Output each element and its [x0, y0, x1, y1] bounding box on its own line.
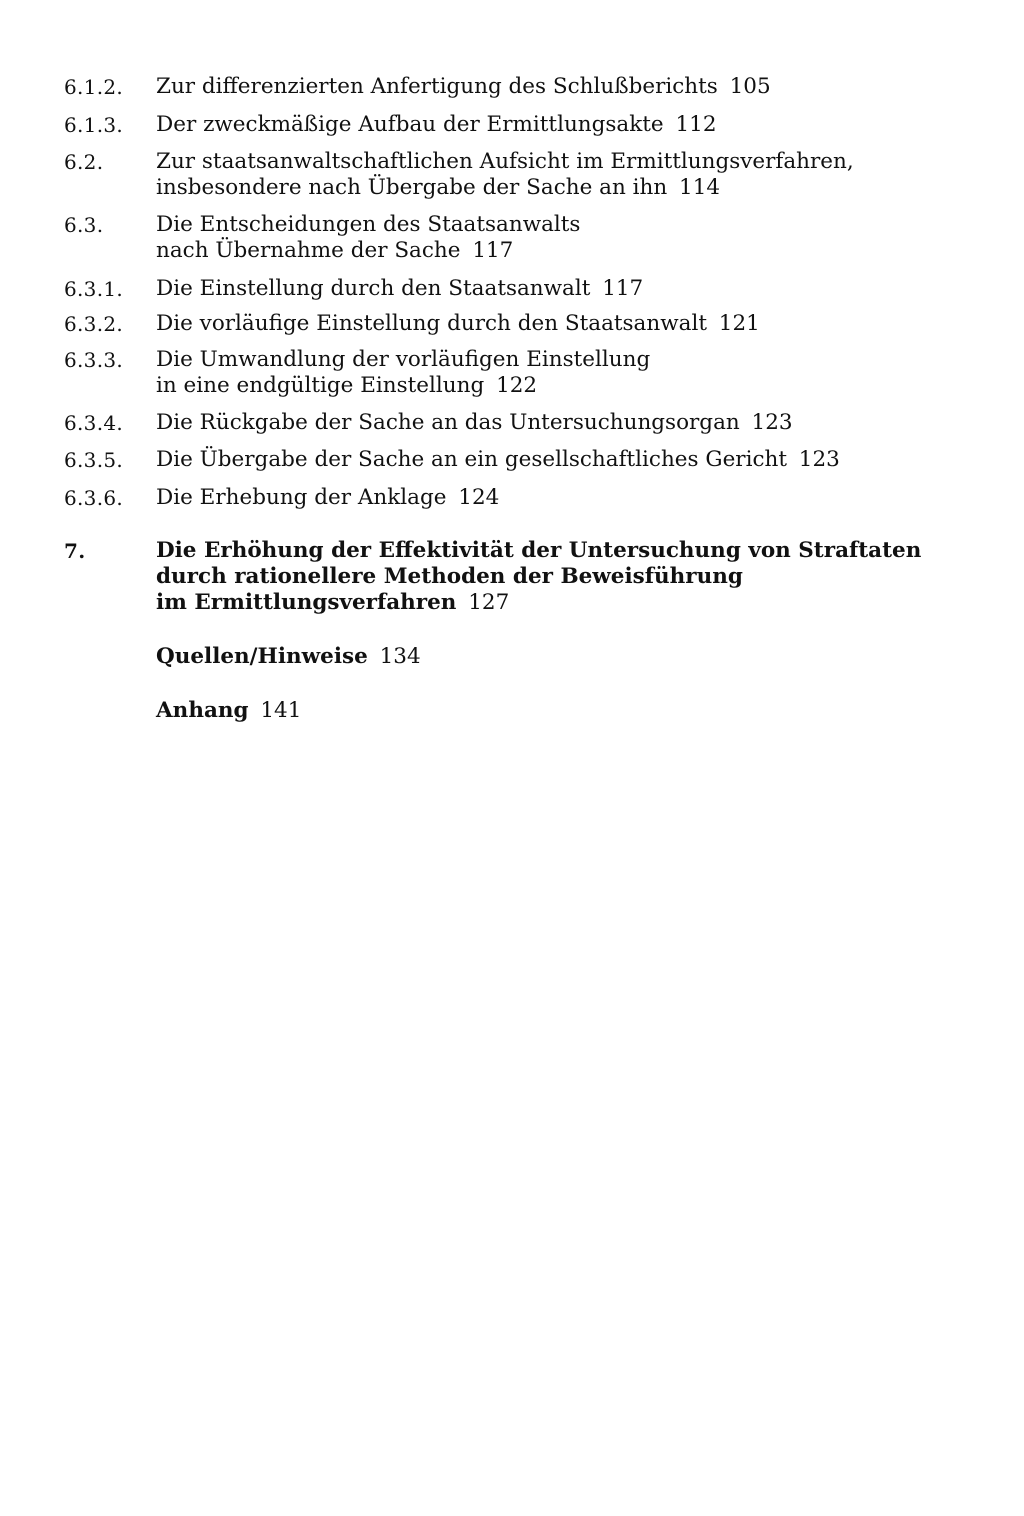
toc-title-line: nach Übernahme der Sache — [156, 238, 461, 263]
toc-title-line: Die vorläufige Einstellung durch den Staatsanwalt — [156, 311, 707, 336]
toc-title-line: Zur differenzierten Anfertigung des Schlußberichts — [156, 74, 718, 99]
toc-title — [156, 644, 956, 670]
toc-title — [156, 74, 956, 100]
toc-page-number: 141 — [260, 698, 302, 723]
toc-title — [156, 410, 956, 436]
toc-page-number: 123 — [751, 410, 793, 435]
toc-title-line: Zur staatsanwaltschaftlichen Aufsicht im Ermittlungsverfahren, — [156, 149, 854, 174]
toc-number: 6.2. — [64, 150, 104, 174]
toc-title — [156, 485, 956, 511]
toc-title-line: Die Übergabe der Sache an ein gesellschaftliches Gericht — [156, 447, 787, 472]
toc-title — [156, 538, 956, 616]
toc-page-number: 117 — [602, 276, 644, 301]
toc-title — [156, 311, 956, 337]
toc-title — [156, 447, 956, 473]
toc-title — [156, 112, 956, 138]
toc-title-line: Quellen/Hinweise — [156, 644, 368, 669]
toc-number: 6.1.3. — [64, 113, 124, 137]
toc-number: 6.3.4. — [64, 411, 124, 435]
toc-number: 7. — [64, 539, 86, 563]
toc-title-line: Die Einstellung durch den Staatsanwalt — [156, 276, 591, 301]
toc-title-line: Die Erhöhung der Effektivität der Untersuchung von Straftaten — [156, 538, 922, 563]
toc-page-number: 114 — [679, 175, 721, 200]
toc-title — [156, 698, 956, 724]
toc-page-number: 127 — [468, 590, 510, 615]
toc-title-line: Die Erhebung der Anklage — [156, 485, 447, 510]
toc-title-line: Die Umwandlung der vorläufigen Einstellung — [156, 347, 651, 372]
toc-page-number: 121 — [718, 311, 760, 336]
toc-title — [156, 149, 956, 201]
toc-title-line: durch rationellere Methoden der Beweisführung — [156, 564, 743, 589]
toc-page-number: 117 — [472, 238, 514, 263]
toc-title-line: insbesondere nach Übergabe der Sache an ihn — [156, 175, 668, 200]
toc-number: 6.3. — [64, 213, 104, 237]
toc-title-line: Anhang — [156, 698, 249, 723]
toc-page-number: 134 — [379, 644, 421, 669]
toc-title-line: Die Entscheidungen des Staatsanwalts — [156, 212, 581, 237]
toc-page-number: 105 — [729, 74, 771, 99]
toc-page-number: 122 — [496, 373, 538, 398]
toc-number: 6.3.6. — [64, 486, 124, 510]
toc-number: 6.1.2. — [64, 75, 124, 99]
toc-number: 6.3.3. — [64, 348, 124, 372]
toc-title-line: Der zweckmäßige Aufbau der Ermittlungsakte — [156, 112, 664, 137]
toc-title — [156, 276, 956, 302]
toc-title-line: Die Rückgabe der Sache an das Untersuchungsorgan — [156, 410, 740, 435]
toc-number: 6.3.2. — [64, 312, 124, 336]
toc-page-number: 124 — [458, 485, 500, 510]
toc-page-number: 123 — [798, 447, 840, 472]
toc-number: 6.3.5. — [64, 448, 124, 472]
toc-number: 6.3.1. — [64, 277, 124, 301]
toc-title — [156, 212, 956, 264]
toc-title — [156, 347, 956, 399]
toc-page-number: 112 — [675, 112, 717, 137]
toc-title-line: in eine endgültige Einstellung — [156, 373, 485, 398]
toc-title-line: im Ermittlungsverfahren — [156, 590, 457, 615]
